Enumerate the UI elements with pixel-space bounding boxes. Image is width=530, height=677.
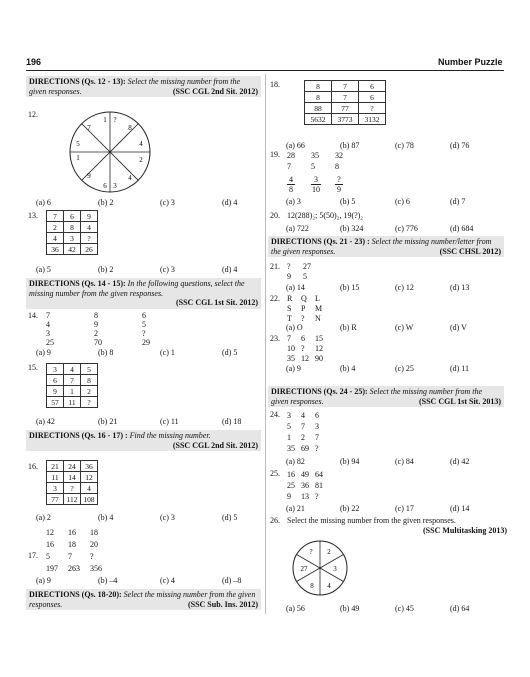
q25-option-d[interactable]: (d) 14	[450, 504, 470, 513]
q26-text: Select the missing number from the given responses.	[287, 516, 456, 525]
q19-option-c[interactable]: (c) 6	[395, 197, 410, 206]
q18-grid: 8 7 6 8 7 6 88 77 ? 5632 3773 3132	[304, 80, 386, 125]
q26-source: (SSC Multitasking 2013)	[423, 526, 508, 535]
q16-option-c[interactable]: (c) 3	[160, 513, 175, 522]
pie-cell: 8	[310, 582, 314, 590]
q15-option-d[interactable]: (d) 18	[222, 417, 242, 426]
page-number: 196	[26, 57, 42, 67]
q17-rows: 5 7 ? 197 263 356	[46, 552, 102, 573]
header-rule	[26, 70, 504, 71]
pie-cell: 4	[327, 582, 331, 590]
wheel-cell: 8	[128, 124, 132, 132]
q19-option-b[interactable]: (b) 5	[340, 197, 356, 206]
q20-option-d[interactable]: (d) 684	[450, 224, 474, 233]
q21-option-c[interactable]: (c) 12	[395, 283, 414, 292]
question-19-number: 19.	[270, 150, 280, 159]
directions-12-13: DIRECTIONS (Qs. 12 - 13): Select the missing number from the given responses. (SSC CGL 2nd Sit. 2012)	[26, 76, 261, 97]
q16b-rows: 12 16 18 16 18 20	[46, 528, 98, 549]
q18-option-c[interactable]: (c) 78	[395, 141, 414, 150]
q24-rows: 3 4 6 5 7 3 1 2 7 35 69 ?	[287, 411, 319, 453]
q19-option-a[interactable]: (a) 3	[286, 197, 301, 206]
question-23-number: 23.	[270, 334, 280, 343]
q25-option-b[interactable]: (b) 22	[340, 504, 360, 513]
question-18-number: 18.	[270, 80, 280, 89]
q15-option-b[interactable]: (b) 21	[98, 417, 118, 426]
question-26-number: 26.	[270, 516, 280, 525]
q22-option-b[interactable]: (b) R	[340, 323, 357, 332]
q21-option-d[interactable]: (d) 13	[450, 283, 470, 292]
wheel-cell: 9	[87, 172, 91, 180]
q16-option-d[interactable]: (d) 5	[222, 513, 238, 522]
q21-rows: ? 27 9 5	[287, 262, 311, 281]
q18-option-a[interactable]: (a) 66	[286, 141, 305, 150]
q16-grid: 21 24 36 11 14 12 3 ? 4 77 112 108	[46, 460, 98, 505]
q16-option-b[interactable]: (b) 4	[98, 513, 114, 522]
q17-option-a[interactable]: (a) 9	[36, 576, 51, 585]
q14-option-d[interactable]: (d) 5	[222, 348, 238, 357]
q12-option-d[interactable]: (d) 4	[222, 198, 238, 207]
wheel-cell: 7	[87, 124, 91, 132]
q23-option-a[interactable]: (a) 9	[286, 364, 301, 373]
q23-option-b[interactable]: (b) 4	[340, 364, 356, 373]
wheel-cell: 4	[139, 140, 143, 148]
wheel-cell: 6	[103, 182, 107, 190]
question-24-number: 24.	[270, 410, 280, 419]
q21-option-b[interactable]: (b) 15	[340, 283, 360, 292]
wheel-cell: 4	[128, 174, 132, 182]
q26-option-b[interactable]: (b) 49	[340, 604, 360, 613]
wheel-cell: ?	[113, 116, 117, 124]
question-20-number: 20.	[270, 211, 280, 220]
q19-rows: 28 35 32 7 5 8	[287, 151, 343, 171]
q14-option-a[interactable]: (a) 9	[36, 348, 51, 357]
q17-option-b[interactable]: (b) –4	[98, 576, 118, 585]
wheel-cell: 1	[76, 154, 80, 162]
q18-option-b[interactable]: (b) 87	[340, 141, 360, 150]
question-14-number: 14.	[28, 311, 38, 320]
q26-option-a[interactable]: (a) 56	[286, 604, 305, 613]
q23-rows: 7 6 15 10 ? 12 35 12 90	[287, 334, 323, 363]
q24-option-b[interactable]: (b) 94	[340, 457, 360, 466]
q13-option-a[interactable]: (a) 5	[36, 265, 51, 274]
directions-16-17: DIRECTIONS (Qs. 16 - 17) : Find the missing number. (SSC CGL 2nd Sit. 2012)	[26, 430, 261, 451]
directions-21-23: DIRECTIONS (Qs. 21 - 23) : Select the missing number/letter from the given responses. (SSC CHSL 2012)	[268, 236, 504, 257]
wheel-cell: 2	[139, 156, 143, 164]
wheel-cell: 1	[103, 116, 107, 124]
q25-option-a[interactable]: (a) 21	[286, 504, 305, 513]
q13-option-d[interactable]: (d) 4	[222, 265, 238, 274]
question-15-number: 15.	[28, 363, 38, 372]
q20-option-b[interactable]: (b) 324	[340, 224, 364, 233]
q14-option-c[interactable]: (c) 1	[160, 348, 175, 357]
q21-option-a[interactable]: (a) 14	[286, 283, 305, 292]
q24-option-d[interactable]: (d) 42	[450, 457, 470, 466]
q14-rows: 7 8 6 4 9 5 3 2 ? 25 70 29	[46, 311, 150, 347]
q12-option-b[interactable]: (b) 2	[98, 198, 114, 207]
q19-option-d[interactable]: (d) 7	[450, 197, 466, 206]
q22-option-c[interactable]: (c) W	[395, 323, 414, 332]
q22-option-a[interactable]: (a) O	[286, 323, 303, 332]
q20-option-c[interactable]: (c) 776	[395, 224, 418, 233]
wheel-cell: 3	[113, 182, 117, 190]
question-22-number: 22.	[270, 294, 280, 303]
q18-option-d[interactable]: (d) 76	[450, 141, 470, 150]
pie-cell: 2	[327, 548, 331, 556]
q12-number-wheel	[60, 108, 160, 196]
q24-option-c[interactable]: (c) 84	[395, 457, 414, 466]
q25-option-c[interactable]: (c) 17	[395, 504, 414, 513]
question-16-number: 16.	[28, 462, 38, 471]
q24-option-a[interactable]: (a) 82	[286, 457, 305, 466]
column-divider	[265, 74, 266, 614]
directions-24-25: DIRECTIONS (Qs. 24 - 25): Select the missing number from the given responses. (SSC CGL 1st Sit. 2013)	[268, 386, 504, 407]
q12-option-c[interactable]: (c) 3	[160, 198, 175, 207]
q17-option-d[interactable]: (d) –8	[222, 576, 242, 585]
pie-cell: ?	[309, 548, 313, 556]
question-25-number: 25.	[270, 469, 280, 478]
q25-rows: 16 49 64 25 36 81 9 13 ?	[287, 470, 323, 501]
q26-pie-circle	[290, 538, 350, 598]
q16-option-a[interactable]: (a) 2	[36, 513, 51, 522]
question-13-number: 13.	[28, 211, 38, 220]
wheel-cell: 5	[76, 140, 80, 148]
q15-option-c[interactable]: (c) 11	[160, 417, 179, 426]
q23-option-c[interactable]: (c) 25	[395, 364, 414, 373]
q15-grid: 3 4 5 6 7 8 9 1 2 57 11 ?	[46, 363, 98, 408]
q23-option-d[interactable]: (d) 11	[450, 364, 470, 373]
q26-option-c[interactable]: (c) 45	[395, 604, 414, 613]
q13-option-b[interactable]: (b) 2	[98, 265, 114, 274]
question-17-number: 17.	[28, 551, 38, 560]
q20-expression: 12(288)₂; 5(50)₂, 19(?)₂	[287, 211, 364, 220]
directions-14-15: DIRECTIONS (Qs. 14 - 15): In the following questions, select the missing number from the given responses. (SSC CGL 1st Sit. 2012)	[26, 278, 261, 309]
pie-cell: 27	[300, 565, 308, 573]
q26-option-d[interactable]: (d) 64	[450, 604, 470, 613]
q12-option-a[interactable]: (a) 6	[36, 198, 51, 207]
q22-rows: R Q L S P M T ? N	[287, 294, 323, 323]
pie-cell: 3	[333, 565, 337, 573]
q13-option-c[interactable]: (c) 3	[160, 265, 175, 274]
q13-grid: 7 6 9 2 8 4 4 3 ? 36 42 26	[46, 210, 98, 255]
q15-option-a[interactable]: (a) 42	[36, 417, 55, 426]
directions-18-20: DIRECTIONS (Qs. 18-20): Select the missing number from the given responses. (SSC Sub. Ins. 2012)	[26, 589, 261, 610]
chapter-title: Number Puzzle	[438, 57, 503, 67]
q19-fractions: $\frac{4}{8}$ $\frac{3}{10}$ ? 9	[289, 175, 341, 194]
question-12-number: 12.	[28, 110, 38, 119]
q17-option-c[interactable]: (c) 4	[160, 576, 175, 585]
q14-option-b[interactable]: (b) 8	[98, 348, 114, 357]
q22-option-d[interactable]: (d) V	[450, 323, 467, 332]
q20-option-a[interactable]: (a) 722	[286, 224, 309, 233]
question-21-number: 21.	[270, 262, 280, 271]
